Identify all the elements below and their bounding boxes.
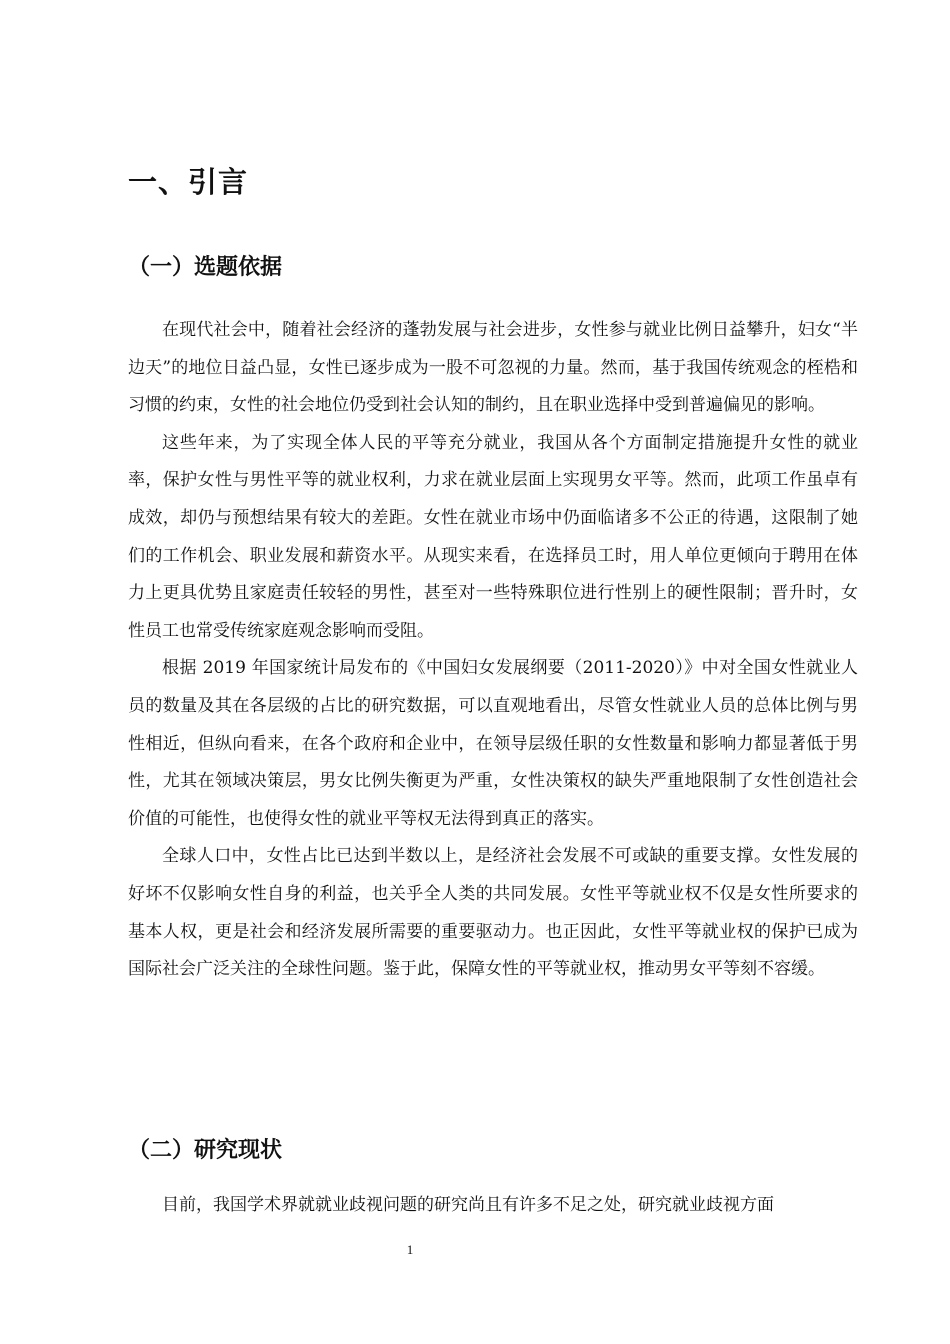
page-number: 1 <box>406 1242 414 1257</box>
section-title-status: （二）研究现状 <box>128 1138 283 1163</box>
section-body-status <box>128 1187 858 1225</box>
paragraph: 这些年来，为了实现全体人民的平等充分就业，我国从各个方面制定措施提升女性的就业率，保护女性与男性平等的就业权利，力求在就业层面上实现男女平等。然而，此项工作虽卓有成效，却仍与预想结果有较大的差距。女性在就业市场中仍面临诸多不公正的待遇，这限制了她们的工作机会、职业发展和薪资水平。从现实来看，在选择员工时，用人单位更倾向于聘用在体力上更具优势且家庭责任较轻的男性，甚至对一些特殊职位进行性别上的硬性限制；晋升时，女性员工也常受传统家庭观念影响而受阻。 <box>128 432 858 641</box>
paragraph: 目前，我国学术界就就业歧视问题的研究尚且有许多不足之处，研究就业歧视方面 <box>162 1195 774 1215</box>
paragraph: 全球人口中，女性占比已达到半数以上，是经济社会发展不可或缺的重要支撑。女性发展的好坏不仅影响女性自身的利益，也关乎全人类的共同发展。女性平等就业权不仅是女性所要求的基本人权，更是社会和经济发展所需要的重要驱动力。也正因此，女性平等就业权的保护已成为国际社会广泛关注的全球性问题。鉴于此，保障女性的平等就业权，推动男女平等刻不容缓。 <box>128 846 858 980</box>
section-body-basis <box>128 312 858 989</box>
paragraph: 根据 2019 年国家统计局发布的《中国妇女发展纲要（2011-2020）》中对全国女性就业人员的数量及其在各层级的占比的研究数据，可以直观地看出，尽管女性就业人员的总体比例与男性相近，但纵向看来，在各个政府和企业中，在领导层级任职的女性数量和影响力都显著低于男性，尤其在领域决策层，男女比例失衡更为严重，女性决策权的缺失严重地限制了女性创造社会价值的可能性，也使得女性的就业平等权无法得到真正的落实。 <box>128 658 858 829</box>
chapter-heading: 一、引言 <box>128 165 249 199</box>
section-title-basis: （一）选题依据 <box>128 255 283 280</box>
paragraph: 在现代社会中，随着社会经济的蓬勃发展与社会进步，女性参与就业比例日益攀升，妇女“半边天”的地位日益凸显，女性已逐步成为一股不可忽视的力量。然而，基于我国传统观念的桎梏和习惯的约束，女性的社会地位仍受到社会认知的制约，且在职业选择中受到普遍偏见的影响。 <box>128 320 858 416</box>
